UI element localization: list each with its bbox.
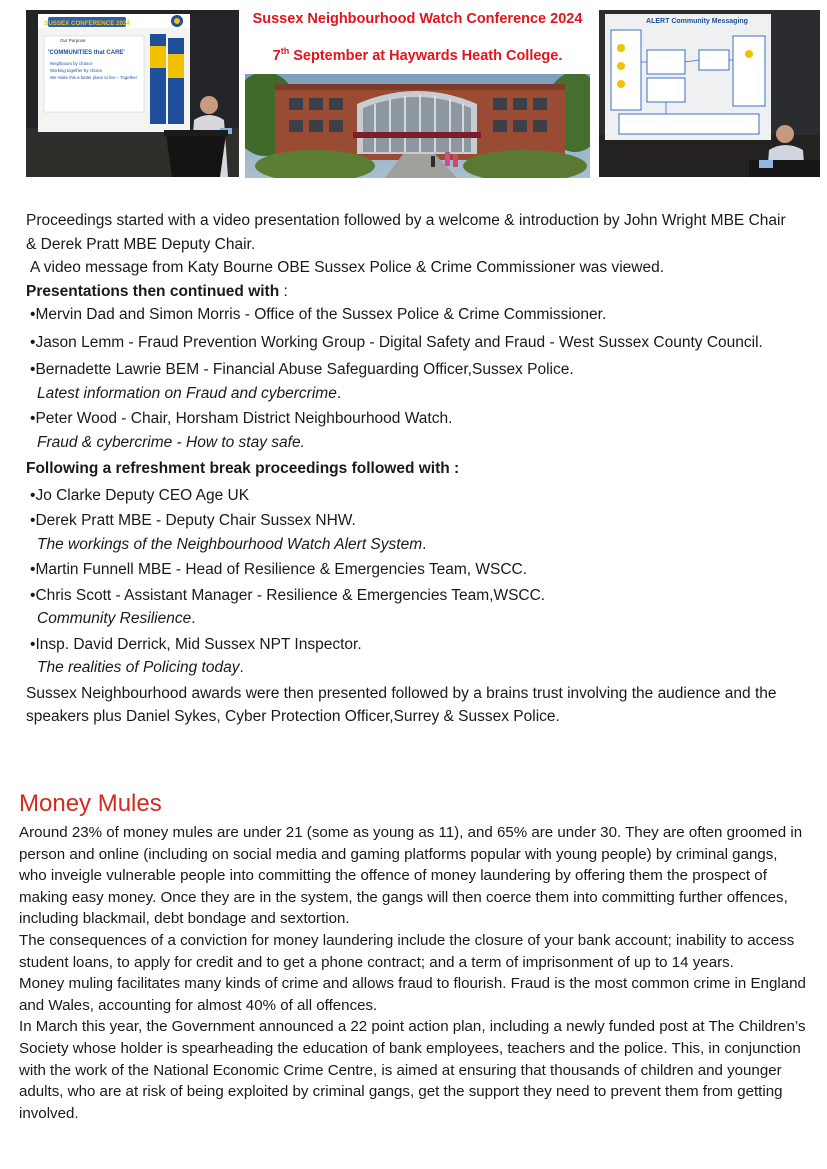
projected-slide-left <box>38 14 190 132</box>
talk-title <box>26 607 794 631</box>
bullet-glyph: • <box>30 486 36 504</box>
speaker-photo-illustration <box>26 10 239 177</box>
college-building-illustration <box>245 74 590 178</box>
talk-title-end: . <box>191 610 196 627</box>
presentations-heading-text: Presentations then continued with <box>26 282 280 300</box>
speaker-item <box>26 484 794 508</box>
speaker-item <box>26 509 794 533</box>
projected-slide-right <box>605 14 771 140</box>
money-mules-body <box>19 822 809 1124</box>
banner-date-rest: September at Haywards Heath College. <box>289 47 563 64</box>
photo-speaker-lectern <box>26 10 239 177</box>
lectern <box>166 134 226 177</box>
bullet-glyph: • <box>30 361 36 378</box>
speaker-item <box>26 407 794 431</box>
talk-title-text: The realities of Policing today <box>37 659 240 676</box>
talk-title-end: . <box>422 535 427 553</box>
speaker-item-text: Jo Clarke Deputy CEO Age UK <box>35 486 250 504</box>
video-message: A video message from Katy Bourne OBE Sussex Police & Crime Commissioner was viewed. <box>30 259 665 276</box>
talk-title-text: Latest information on Fraud and cybercrime <box>37 384 337 402</box>
talk-title <box>26 431 794 455</box>
money-mules-paragraph: The consequences of a conviction for money laundering include the closure of your bank account; inability to access student loans, to apply for credit and to get a phone contract; and a term of imprisonment of up to 14 years. <box>19 931 795 971</box>
alert-presentation-illustration <box>599 10 820 177</box>
speaker-item-text: Chris Scott - Assistant Manager - Resilience & Emergencies Team,WSCC. <box>35 586 546 604</box>
money-mules-paragraph: In March this year, the Government announced a 22 point action plan, including a newly funded post at The Children’s Society whose holder is spearheading the education of bank employees, teachers and the police. This, in conjunction with the work of the National Economic Crime Centre, is aimed at ensuring that thousands of children and younger adults, who are at risk of being exploited by criminal gangs, get the support they need to prevent them from getting involved. <box>19 1018 806 1122</box>
talk-title-end: . <box>336 384 342 402</box>
bullet-glyph: • <box>30 410 36 427</box>
speaker-item-text: Bernadette Lawrie BEM - Financial Abuse Safeguarding Officer,Sussex Police. <box>35 361 574 378</box>
talk-title <box>26 533 794 557</box>
slide-left-point-3: We make this a better place to live – Together <box>50 75 138 80</box>
speaker-item-text: Jason Lemm - Fraud Prevention Working Group - Digital Safety and Fraud - West Sussex County Council. <box>35 333 763 351</box>
conference-proceedings <box>26 209 794 729</box>
talk-title <box>26 656 794 680</box>
photo-college-building <box>245 74 590 178</box>
money-mules-paragraph: Around 23% of money mules are under 21 (some as young as 11), and 65% are under 30. They are often groomed in person and online (including on social media and gaming platforms popular with young people) by criminal gangs, who inveigle vulnerable people into committing the offence of money laundering by offering them the prospect of making easy money. Once they are in the system, the gangs will then coerce them into committing further offences, including blackmail, debt bondage and sextortion. <box>19 824 803 928</box>
bullet-glyph: • <box>30 561 36 578</box>
slide-left-label: Our Purpose <box>60 38 86 43</box>
speaker-item-text: Peter Wood - Chair, Horsham District Neighbourhood Watch. <box>35 410 453 427</box>
talk-title-text: Fraud & cybercrime - How to stay safe. <box>37 433 305 451</box>
presentations-heading <box>26 280 794 304</box>
speaker-item <box>26 331 794 355</box>
money-mules-heading: Money Mules <box>19 790 162 817</box>
bullet-glyph: • <box>30 586 36 604</box>
speaker-item <box>26 303 794 327</box>
speaker-item <box>26 584 794 608</box>
presentations-heading-colon: : <box>279 282 288 300</box>
talk-title <box>26 382 794 406</box>
slide-left-quote: 'COMMUNITIES that CARE' <box>48 50 125 56</box>
slide-right-heading: ALERT Community Messaging <box>646 18 748 25</box>
speaker-item <box>26 358 794 382</box>
speaker-item <box>26 633 794 657</box>
speaker-item-text: Insp. David Derrick, Mid Sussex NPT Inspector. <box>35 635 362 653</box>
intro-paragraph: Proceedings started with a video presentation followed by a welcome & introduction by John Wright MBE Chair & Derek Pratt MBE Deputy Chair. <box>26 212 786 253</box>
slide-left-point-2: Working together by choice <box>50 68 102 73</box>
talk-title-end: . <box>239 659 244 676</box>
banner-day-suffix: th <box>280 46 290 56</box>
talk-title-text: The workings of the Neighbourhood Watch Alert System <box>37 535 423 553</box>
slide-left-point-1: Neighbours by chance <box>50 61 93 66</box>
speaker-item <box>26 558 794 582</box>
banner-title: Sussex Neighbourhood Watch Conference 2024 <box>252 11 583 27</box>
talk-title-text: Community Resilience <box>37 610 192 627</box>
bullet-glyph: • <box>30 512 36 529</box>
bullet-glyph: • <box>30 333 36 351</box>
closing-paragraph: Sussex Neighbourhood awards were then presented followed by a brains trust involving the audience and the speakers plus Daniel Sykes, Cyber Protection Officer,Surrey & Sussex Police. <box>26 684 777 725</box>
speaker-item-text: Derek Pratt MBE - Deputy Chair Sussex NHW. <box>35 512 356 529</box>
banner-date-venue <box>245 46 590 64</box>
speaker-item-text: Martin Funnell MBE - Head of Resilience & Emergencies Team, WSCC. <box>35 561 528 578</box>
refreshment-heading: Following a refreshment break proceedings followed with : <box>26 460 460 477</box>
bullet-glyph: • <box>30 306 36 323</box>
speaker-item-text: Mervin Dad and Simon Morris - Office of the Sussex Police & Crime Commissioner. <box>35 306 607 323</box>
bullet-glyph: • <box>30 635 36 653</box>
slide-left-heading: SUSSEX CONFERENCE 2024 <box>44 20 130 27</box>
banner-day: 7 <box>272 47 281 64</box>
money-mules-paragraph: Money muling facilitates many kinds of crime and allows fraud to flourish. Fraud is the most common crime in England and Wales, accounting for almost 40% of all offences. <box>19 975 806 1014</box>
photo-alert-presentation <box>599 10 820 177</box>
